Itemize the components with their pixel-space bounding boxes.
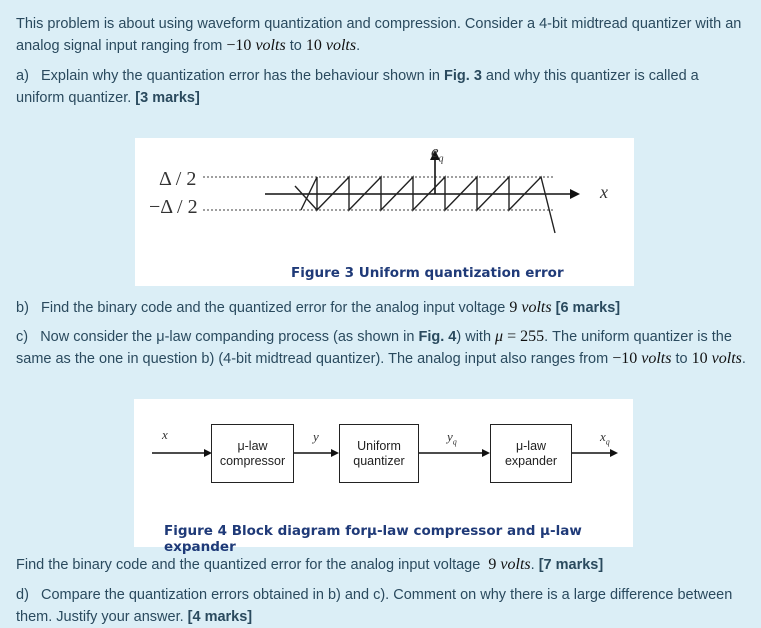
qc-figref: Fig. 4 <box>418 329 457 345</box>
figure-3-caption: Figure 3 Uniform quantization error <box>291 265 564 281</box>
figure-3 <box>135 138 634 286</box>
qc-label: c) <box>16 329 29 345</box>
qa-text2: and why this quantizer is called a uniform quantizer. <box>16 68 699 106</box>
qa-label: a) <box>16 68 29 84</box>
figure-4 <box>134 399 633 555</box>
axis-e: e <box>431 142 439 161</box>
signal-xq-sub: q <box>605 437 610 447</box>
qc2-value: 9 <box>488 556 497 573</box>
uniform-quantizer-block <box>339 424 419 483</box>
question-c <box>16 326 751 370</box>
block-quantizer-label: Uniform quantizer <box>353 438 405 468</box>
intro-paragraph <box>16 13 751 57</box>
mu-law-compressor-block <box>211 424 294 483</box>
qc2-text: Find the binary code and the quantized error for the analog input voltage <box>16 557 485 573</box>
signal-xq-label <box>600 429 610 447</box>
qc-high: 10 <box>691 350 708 367</box>
qc-eq: = 255 <box>503 328 545 345</box>
qc-text1: Now consider the μ-law companding process (as shown in <box>40 329 419 345</box>
signal-y-label: y <box>313 429 319 444</box>
qa-figref: Fig. 3 <box>444 68 482 84</box>
arrow-xq-out-head <box>610 449 618 457</box>
signal-yq: y <box>447 429 453 444</box>
question-c-followup <box>16 554 751 576</box>
axis-x-label: x <box>600 182 608 202</box>
qc-low: −10 <box>612 350 638 367</box>
intro-unit1: volts <box>255 37 286 54</box>
qc-unit1: volts <box>641 350 672 367</box>
intro-unit2: volts <box>325 37 357 54</box>
qa-marks: [3 marks] <box>135 90 200 106</box>
qc-mu: μ <box>495 328 504 345</box>
axis-e-sub: q <box>438 153 444 165</box>
qc-end: . <box>741 351 746 367</box>
arrow-y-head <box>331 449 339 457</box>
question-a <box>16 65 751 109</box>
arrow-yq-head <box>482 449 490 457</box>
qc2-unit: volts <box>500 556 531 573</box>
qd-label: d) <box>16 587 29 603</box>
qc-unit2: volts <box>711 350 742 367</box>
qb-marks: [6 marks] <box>555 300 621 316</box>
intro-high: 10 <box>305 37 322 54</box>
signal-yq-sub: q <box>452 437 457 447</box>
x-axis-arrow <box>570 189 580 199</box>
qc-text3: . The uniform quantizer is the same as the one in question b) (4-bit midtread quantizer). The analog input also ranges from <box>16 329 732 367</box>
axis-eq-label <box>431 142 444 164</box>
label-delta-half: Δ / 2 <box>159 168 197 190</box>
label-neg-delta-half: −Δ / 2 <box>149 196 198 218</box>
intro-text: This problem is about using waveform quantization and compression. Consider a 4-bit midtread quantizer with an analog signal input ranging from <box>16 16 742 54</box>
figure-4-caption: Figure 4 Block diagram forμ-law compressor and μ-law expander <box>164 523 582 555</box>
intro-to: to <box>285 38 306 54</box>
sawtooth-error <box>301 177 555 233</box>
qd-text: Compare the quantization errors obtained in b) and c). Comment on why there is a large difference between them. Justify your answer. <box>16 587 733 625</box>
qb-value: 9 <box>509 299 518 316</box>
quantization-error-plot <box>135 138 634 286</box>
qc2-end: . <box>530 557 535 573</box>
signal-xq: x <box>600 429 606 444</box>
qb-text: Find the binary code and the quantized error for the analog input voltage <box>41 300 510 316</box>
qd-marks: [4 marks] <box>187 609 253 625</box>
qa-text1: Explain why the quantization error has the behaviour shown in <box>41 68 445 84</box>
sawtooth-start <box>295 186 317 210</box>
block-expander-label: μ-law expander <box>504 438 558 468</box>
block-compressor-label: μ-law compressor <box>219 438 286 468</box>
qb-unit: volts <box>521 299 552 316</box>
intro-low: −10 <box>226 37 252 54</box>
qb-label: b) <box>16 300 29 316</box>
signal-yq-label <box>447 429 457 447</box>
mu-law-expander-block <box>490 424 572 483</box>
qc-text2: ) with <box>456 329 496 345</box>
qc2-marks: [7 marks] <box>538 557 604 573</box>
question-b <box>16 297 751 319</box>
signal-x-label: x <box>162 427 168 442</box>
intro-end: . <box>356 38 361 54</box>
qc-to: to <box>671 351 692 367</box>
question-d <box>16 584 751 628</box>
